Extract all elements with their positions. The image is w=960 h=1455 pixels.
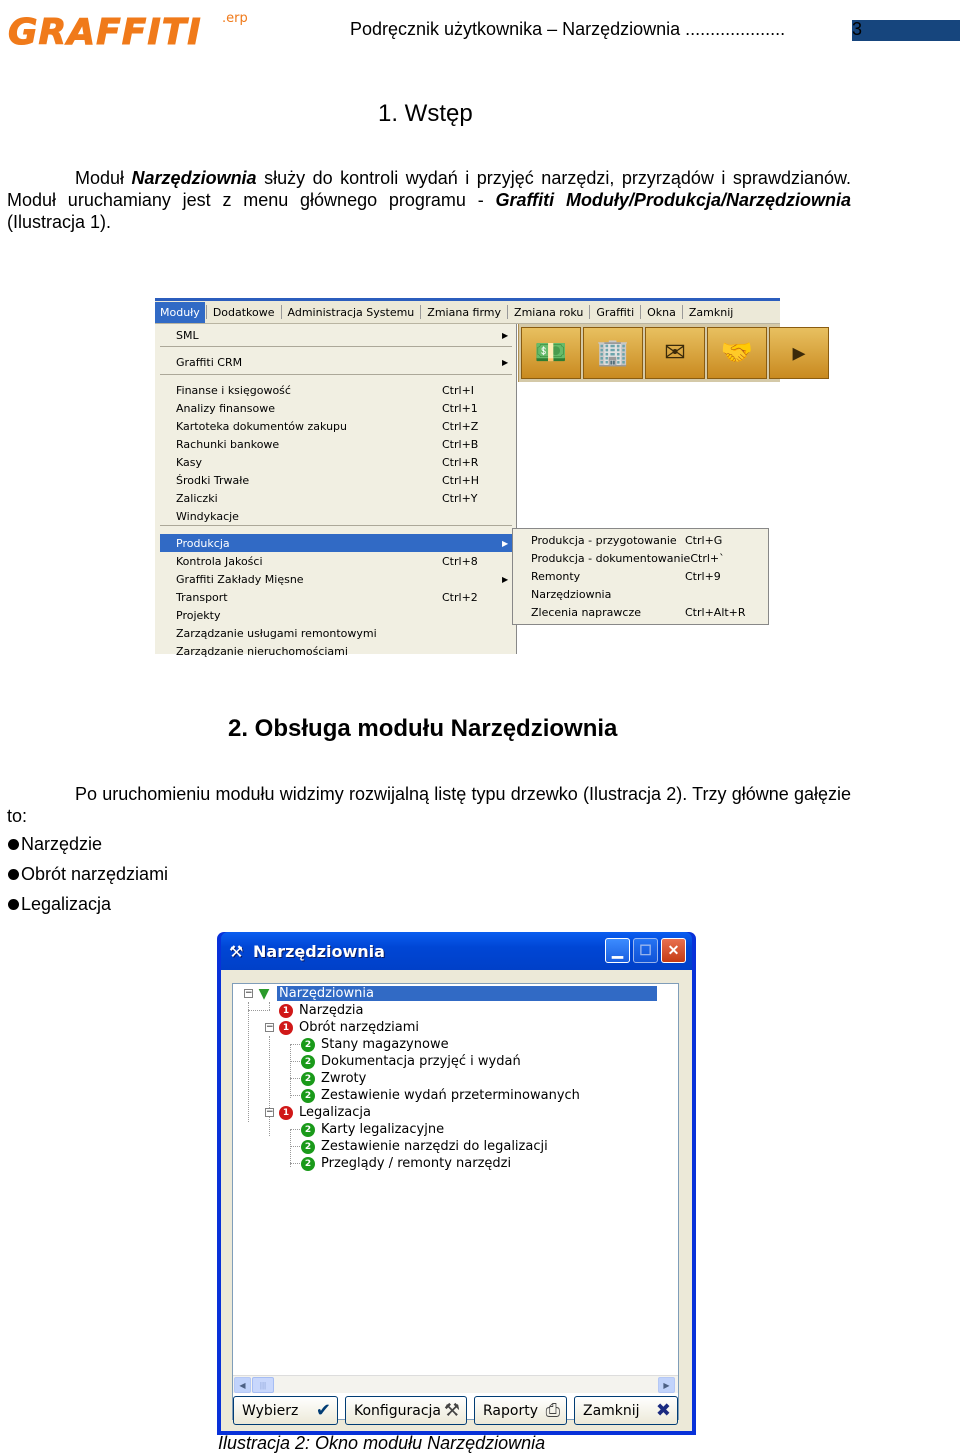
menubar-item[interactable]: Graffiti bbox=[596, 305, 635, 319]
header-accent-bar bbox=[852, 20, 960, 41]
menu-item-label: Środki Trwałe bbox=[176, 473, 250, 487]
menu-item-label: Windykacje bbox=[176, 509, 239, 523]
menu-item-label: Transport bbox=[176, 590, 228, 604]
menu-item-label: Rachunki bankowe bbox=[176, 437, 280, 451]
menu-item[interactable] bbox=[160, 353, 512, 371]
menu-item[interactable] bbox=[160, 606, 512, 624]
money-icon[interactable]: 💵 bbox=[521, 327, 581, 379]
menu-item[interactable] bbox=[160, 507, 512, 525]
main-menubar bbox=[155, 298, 780, 324]
menu-item[interactable] bbox=[160, 417, 512, 435]
submodule-badge-icon: 2 bbox=[301, 1157, 315, 1171]
submenu-arrow-icon: ▶ bbox=[502, 357, 509, 367]
collapse-legalizacja-toggle[interactable]: − bbox=[266, 1107, 274, 1117]
menu-item[interactable] bbox=[160, 552, 512, 570]
menu-item-shortcut: Ctrl+Z bbox=[442, 419, 479, 433]
illustration-caption: Ilustracja 2: Okno modułu Narzędziownia bbox=[218, 1433, 546, 1453]
usage-paragraph bbox=[7, 783, 851, 827]
menu-item-label: Graffiti Zakłady Mięsne bbox=[176, 572, 304, 586]
tree-node-stany[interactable] bbox=[301, 1036, 449, 1053]
illustration-main-menu bbox=[155, 298, 806, 658]
collapse-root-toggle[interactable]: − bbox=[245, 988, 253, 998]
menu-separator bbox=[160, 525, 512, 526]
tree-node-narzedzia[interactable] bbox=[279, 1002, 364, 1019]
tree-node-label: Legalizacja bbox=[299, 1105, 371, 1120]
tree-node-root[interactable] bbox=[257, 985, 657, 1002]
bullet-item bbox=[8, 834, 102, 855]
intro-module-name: Narzędziownia bbox=[131, 168, 257, 188]
submodule-badge-icon: 2 bbox=[301, 1140, 315, 1154]
menu-item-shortcut: Ctrl+8 bbox=[442, 554, 478, 568]
submenu-item-shortcut: Ctrl+G bbox=[685, 533, 723, 547]
submenu-arrow-icon: ▶ bbox=[502, 538, 509, 548]
select-button[interactable] bbox=[233, 1396, 338, 1425]
tree-node-legalizacja[interactable] bbox=[279, 1104, 371, 1121]
menubar-item[interactable]: Zmiana firmy bbox=[427, 305, 502, 319]
submenu-item-label: Produkcja - przygotowanie bbox=[531, 533, 677, 547]
submenu-item-label: Zlecenia naprawcze bbox=[531, 605, 641, 619]
menubar-item[interactable]: Okna bbox=[647, 305, 676, 319]
scroll-thumb[interactable]: ||| bbox=[252, 1377, 274, 1393]
menubar-item[interactable]: Zmiana roku bbox=[514, 305, 584, 319]
close-button[interactable] bbox=[574, 1396, 678, 1425]
bullet-label: Legalizacja bbox=[21, 894, 112, 914]
svg-text:GRAFFITI: GRAFFITI bbox=[8, 12, 202, 53]
menu-item-label: Produkcja bbox=[176, 536, 230, 550]
tree-node-zestawienie-legalizacji[interactable] bbox=[301, 1138, 548, 1155]
menu-item[interactable] bbox=[160, 326, 512, 344]
tree-node-label: Zestawienie wydań przeterminowanych bbox=[321, 1088, 580, 1103]
section-heading-usage: 2. Obsługa modułu Narzędziownia bbox=[228, 715, 618, 742]
tree-node-label: Przeglądy / remonty narzędzi bbox=[321, 1156, 512, 1171]
menu-item-shortcut: Ctrl+B bbox=[442, 437, 479, 451]
menu-item-label: Zaliczki bbox=[176, 491, 218, 505]
menu-item[interactable] bbox=[160, 471, 512, 489]
tree-node-obrot[interactable] bbox=[279, 1019, 419, 1036]
menu-item-label: Kasy bbox=[176, 455, 203, 469]
menubar-separator bbox=[281, 305, 282, 319]
tree-node-label: Karty legalizacyjne bbox=[321, 1122, 445, 1137]
filter-funnel-icon: ▼ bbox=[258, 985, 270, 1002]
maximize-button[interactable]: ☐ bbox=[633, 938, 658, 963]
menubar-item[interactable]: Administracja Systemu bbox=[287, 305, 415, 319]
menubar-separator bbox=[420, 305, 421, 319]
intro-text-1: Moduł bbox=[75, 168, 132, 188]
collapse-obrot-toggle[interactable]: − bbox=[266, 1022, 274, 1032]
scroll-right-icon[interactable]: ▶ bbox=[658, 1377, 675, 1393]
tree-node-label: Narzędzia bbox=[299, 1003, 364, 1018]
menubar-separator bbox=[640, 305, 641, 319]
submenu-item-shortcut: Ctrl+9 bbox=[685, 569, 721, 583]
window-client-area bbox=[221, 970, 692, 1431]
menu-item-label: Zarządzanie nieruchomościami bbox=[176, 644, 348, 658]
menu-item[interactable] bbox=[160, 489, 512, 507]
submenu-item-shortcut: Ctrl+Alt+R bbox=[685, 605, 746, 619]
submenu-item[interactable] bbox=[515, 549, 765, 567]
submenu-arrow-icon: ▶ bbox=[502, 574, 509, 584]
close-window-button[interactable]: ✕ bbox=[661, 938, 686, 963]
menu-item-label: Kontrola Jakości bbox=[176, 554, 263, 568]
checkmark-icon: ✔ bbox=[315, 1400, 331, 1421]
bullet-item bbox=[8, 894, 111, 915]
tree-node-dokumentacja[interactable] bbox=[301, 1053, 521, 1070]
bullet-label: Obrót narzędziami bbox=[21, 864, 169, 884]
section-heading-intro: 1. Wstęp bbox=[378, 100, 473, 127]
menubar-separator bbox=[682, 305, 683, 319]
menu-item[interactable] bbox=[160, 642, 512, 660]
submenu-item-label: Remonty bbox=[531, 569, 581, 583]
tree-node-label: Stany magazynowe bbox=[321, 1037, 449, 1052]
menu-item[interactable] bbox=[160, 453, 512, 471]
reports-button[interactable] bbox=[474, 1396, 567, 1425]
menu-item-label: Kartoteka dokumentów zakupu bbox=[176, 419, 347, 433]
close-x-icon: ✖ bbox=[655, 1400, 671, 1421]
submenu-item-label: Narzędziownia bbox=[531, 587, 612, 601]
close-button-label: Zamknij bbox=[583, 1402, 640, 1419]
menu-item[interactable] bbox=[160, 381, 512, 399]
intro-menu-path: Graffiti Moduły/Produkcja/Narzędziownia bbox=[495, 190, 851, 210]
bullet-item bbox=[8, 864, 168, 885]
menu-item-shortcut: Ctrl+I bbox=[442, 383, 475, 397]
tree-node-label: Zwroty bbox=[321, 1071, 367, 1086]
menu-item-shortcut: Ctrl+H bbox=[442, 473, 480, 487]
svg-text:.erp: .erp bbox=[222, 11, 248, 26]
menubar-item[interactable]: Zamknij bbox=[688, 305, 734, 319]
header-title: Podręcznik użytkownika – Narzędziownia .................... bbox=[350, 19, 786, 39]
menu-item[interactable] bbox=[160, 399, 512, 417]
intro-text-2: służy do kontroli wydań i przyjęć narzędzi, przyrządów i sprawdzianów. Moduł uruchamiany jest z menu głównego programu - bbox=[7, 168, 851, 210]
menu-separator bbox=[160, 374, 512, 375]
report-icon: ⎙ bbox=[545, 1400, 560, 1421]
intro-paragraph bbox=[7, 167, 851, 233]
tree-node-label: Dokumentacja przyjęć i wydań bbox=[321, 1054, 521, 1069]
menu-item-shortcut: Ctrl+Y bbox=[442, 491, 478, 505]
menu-item[interactable] bbox=[160, 624, 512, 642]
window-title: Narzędziownia bbox=[253, 941, 385, 961]
submodule-badge-icon: 2 bbox=[301, 1072, 315, 1086]
module-badge-icon: 1 bbox=[279, 1106, 293, 1120]
submenu-item[interactable] bbox=[515, 567, 765, 585]
submenu-item[interactable] bbox=[515, 585, 765, 603]
menu-item-label: Analizy finansowe bbox=[176, 401, 275, 415]
module-badge-icon: 1 bbox=[279, 1021, 293, 1035]
tree-node-zwroty[interactable] bbox=[301, 1070, 366, 1087]
menu-item[interactable] bbox=[160, 588, 512, 606]
scroll-left-icon[interactable]: ◀ bbox=[234, 1377, 251, 1393]
menu-item-label: SML bbox=[176, 328, 199, 342]
module-badge-icon: 1 bbox=[279, 1004, 293, 1018]
menu-item-label: Projekty bbox=[176, 608, 221, 622]
configuration-button-label: Konfiguracja bbox=[354, 1402, 442, 1419]
menubar-separator bbox=[507, 305, 508, 319]
building-icon[interactable]: 🏢 bbox=[583, 327, 643, 379]
tree-view bbox=[232, 983, 679, 1420]
tree-node-label: Zestawienie narzędzi do legalizacji bbox=[321, 1139, 548, 1154]
menubar-item[interactable]: Moduły bbox=[155, 302, 205, 323]
submenu-arrow-icon: ▶ bbox=[502, 330, 509, 340]
window-button-row bbox=[233, 1396, 682, 1426]
menu-item[interactable] bbox=[160, 570, 512, 588]
modules-dropdown-menu bbox=[155, 324, 517, 658]
submodule-badge-icon: 2 bbox=[301, 1089, 315, 1103]
menu-item[interactable] bbox=[160, 534, 512, 552]
submenu-item[interactable] bbox=[515, 531, 765, 549]
menu-item[interactable] bbox=[160, 435, 512, 453]
hammer-icon: ⚒ bbox=[229, 942, 244, 961]
tree-node-label: Obrót narzędziami bbox=[299, 1020, 420, 1035]
submenu-item-shortcut: Ctrl+` bbox=[690, 551, 725, 565]
menubar-separator bbox=[589, 305, 590, 319]
menu-separator bbox=[160, 346, 512, 347]
tree-node-karty[interactable] bbox=[301, 1121, 444, 1138]
tree-node-przeglady[interactable] bbox=[301, 1155, 511, 1172]
more-icon[interactable]: ▸ bbox=[769, 327, 829, 379]
submodule-badge-icon: 2 bbox=[301, 1038, 315, 1052]
menu-item-shortcut: Ctrl+R bbox=[442, 455, 479, 469]
menubar-item[interactable]: Dodatkowe bbox=[212, 305, 275, 319]
submenu-item[interactable] bbox=[515, 603, 765, 621]
horizontal-scrollbar[interactable] bbox=[233, 1375, 678, 1393]
production-submenu bbox=[512, 528, 769, 625]
select-button-label: Wybierz bbox=[242, 1402, 299, 1419]
page-number: 3 bbox=[852, 19, 863, 39]
menu-item-shortcut: Ctrl+1 bbox=[442, 401, 478, 415]
menu-item-shortcut: Ctrl+2 bbox=[442, 590, 478, 604]
submenu-item-label: Produkcja - dokumentowanie bbox=[531, 551, 691, 565]
reports-button-label: Raporty bbox=[483, 1402, 538, 1419]
intro-text-3: (Ilustracja 1). bbox=[7, 212, 112, 232]
menubar-separator bbox=[206, 305, 207, 319]
toolbar-icon-strip bbox=[518, 324, 806, 382]
tools-icon: ⚒ bbox=[443, 1400, 460, 1421]
module-tree bbox=[233, 984, 678, 1388]
bullet-label: Narzędzie bbox=[21, 834, 103, 854]
mail-icon[interactable]: ✉ bbox=[645, 327, 705, 379]
submodule-badge-icon: 2 bbox=[301, 1055, 315, 1069]
narzedziownia-window bbox=[217, 932, 696, 1435]
tree-node-label: Narzędziownia bbox=[277, 986, 657, 1001]
submodule-badge-icon: 2 bbox=[301, 1123, 315, 1137]
usage-text: Po uruchomieniu modułu widzimy rozwijalną listę typu drzewko (Ilustracja 2). Trzy główne gałęzie to: bbox=[7, 784, 851, 826]
menu-item-label: Graffiti CRM bbox=[176, 355, 243, 369]
tree-node-zestawienie-wydan[interactable] bbox=[301, 1087, 580, 1104]
configuration-button[interactable] bbox=[345, 1396, 467, 1425]
graffiti-logo bbox=[6, 4, 256, 52]
handshake-icon[interactable]: 🤝 bbox=[707, 327, 767, 379]
minimize-button[interactable]: ▁ bbox=[605, 938, 630, 963]
menu-item-label: Zarządzanie usługami remontowymi bbox=[176, 626, 377, 640]
menu-item-label: Finanse i księgowość bbox=[176, 383, 291, 397]
